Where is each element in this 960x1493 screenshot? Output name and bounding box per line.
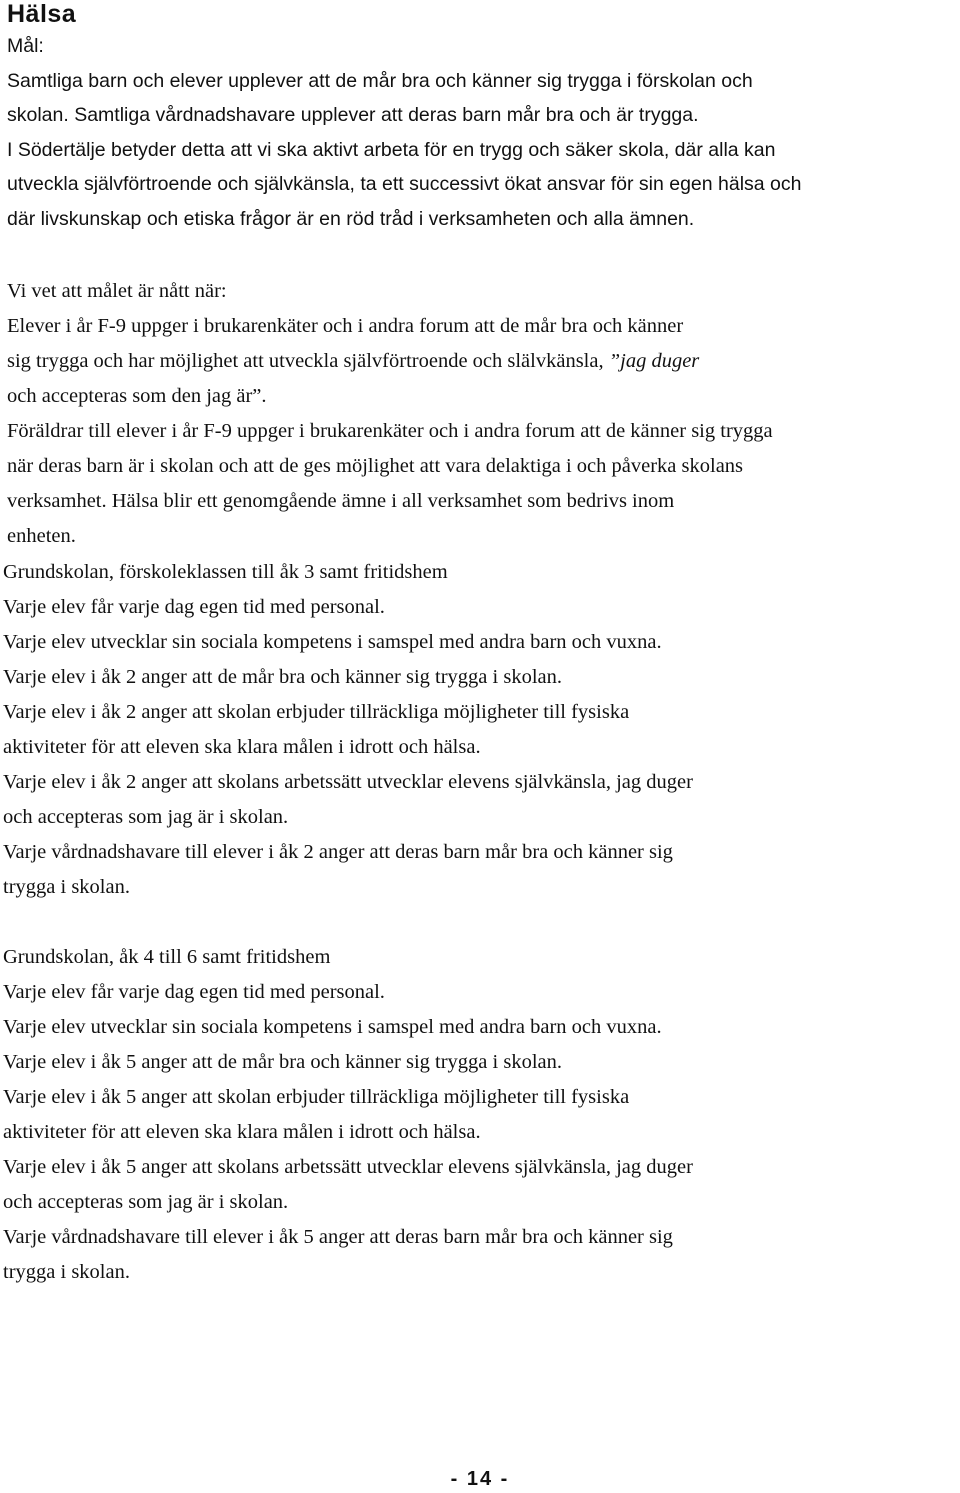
section-line: Varje elev i åk 5 anger att de mår bra och känner sig trygga i skolan.: [3, 1051, 562, 1073]
section-line: trygga i skolan.: [3, 876, 130, 898]
section-line: och accepteras som jag är i skolan.: [3, 806, 289, 828]
section-line: Varje elev utvecklar sin sociala kompetens i samspel med andra barn och vuxna.: [3, 631, 662, 653]
section-line: Varje vårdnadshavare till elever i åk 5 anger att deras barn mår bra och känner sig: [3, 1226, 673, 1248]
section-line: Varje elev får varje dag egen tid med personal.: [3, 981, 385, 1003]
section-line: Varje elev utvecklar sin sociala kompetens i samspel med andra barn och vuxna.: [3, 1016, 662, 1038]
section-line: Varje vårdnadshavare till elever i åk 2 anger att deras barn mår bra och känner sig: [3, 841, 673, 863]
section-line: aktiviteter för att eleven ska klara målen i idrott och hälsa.: [3, 1121, 481, 1143]
page-title: Hälsa: [7, 0, 77, 28]
achieved-intro: Vi vet att målet är nått när:: [7, 280, 227, 302]
italic-phrase: ”jag duger: [608, 350, 700, 372]
goal-line: I Södertälje betyder detta att vi ska aktivt arbeta för en trygg och säker skola, där alla kan: [7, 138, 776, 161]
achieved-line: Föräldrar till elever i år F-9 uppger i brukarenkäter och i andra forum att de känner sig trygga: [7, 420, 773, 442]
achieved-line: [7, 344, 957, 379]
section-f3: [3, 555, 953, 905]
goal-line: skolan. Samtliga vårdnadshavare upplever att deras barn mår bra och är trygga.: [7, 104, 699, 126]
achieved-line: verksamhet. Hälsa blir ett genomgående ämne i all verksamhet som bedrivs inom: [7, 490, 675, 512]
section-line: Varje elev får varje dag egen tid med personal.: [3, 596, 385, 618]
achieved-line: när deras barn är i skolan och att de ges möjlighet att vara delaktiga i och påverka skolans: [7, 455, 744, 477]
section-line: trygga i skolan.: [3, 1261, 130, 1283]
achieved-line: och accepteras som den jag är”.: [7, 385, 267, 407]
achieved-line: enheten.: [7, 525, 76, 547]
section-4-6: [3, 940, 953, 1290]
page-number: - 14 -: [450, 1468, 510, 1490]
section-line: Varje elev i åk 5 anger att skolan erbjuder tillräckliga möjligheter till fysiska: [3, 1086, 630, 1108]
section-line: och accepteras som jag är i skolan.: [3, 1191, 289, 1213]
goal-section: [7, 29, 957, 236]
section-line: Varje elev i åk 5 anger att skolans arbetssätt utvecklar elevens självkänsla, jag duger: [3, 1156, 693, 1178]
section-line: Varje elev i åk 2 anger att skolan erbjuder tillräckliga möjligheter till fysiska: [3, 701, 630, 723]
section-line: Varje elev i åk 2 anger att de mår bra och känner sig trygga i skolan.: [3, 666, 562, 688]
section-line: aktiviteter för att eleven ska klara målen i idrott och hälsa.: [3, 736, 481, 758]
achieved-line: Elever i år F-9 uppger i brukarenkäter och i andra forum att de mår bra och känner: [7, 315, 684, 337]
goal-label: Mål:: [7, 35, 44, 57]
achieved-line-text: sig trygga och har möjlighet att utveckla självförtroende och slälvkänsla,: [7, 350, 609, 372]
goal-line: utveckla självförtroende och självkänsla, ta ett successivt ökat ansvar för sin egen hälsa och: [7, 173, 802, 195]
section-line: Varje elev i åk 2 anger att skolans arbetssätt utvecklar elevens självkänsla, jag duger: [3, 771, 693, 793]
achieved-section: [7, 274, 957, 554]
section-heading: Grundskolan, åk 4 till 6 samt fritidshem: [3, 946, 331, 968]
goal-line: där livskunskap och etiska frågor är en röd tråd i verksamheten och alla ämnen.: [7, 207, 695, 230]
goal-line: Samtliga barn och elever upplever att de mår bra och känner sig trygga i förskolan och: [7, 69, 753, 92]
section-heading: Grundskolan, förskoleklassen till åk 3 samt fritidshem: [3, 561, 448, 583]
